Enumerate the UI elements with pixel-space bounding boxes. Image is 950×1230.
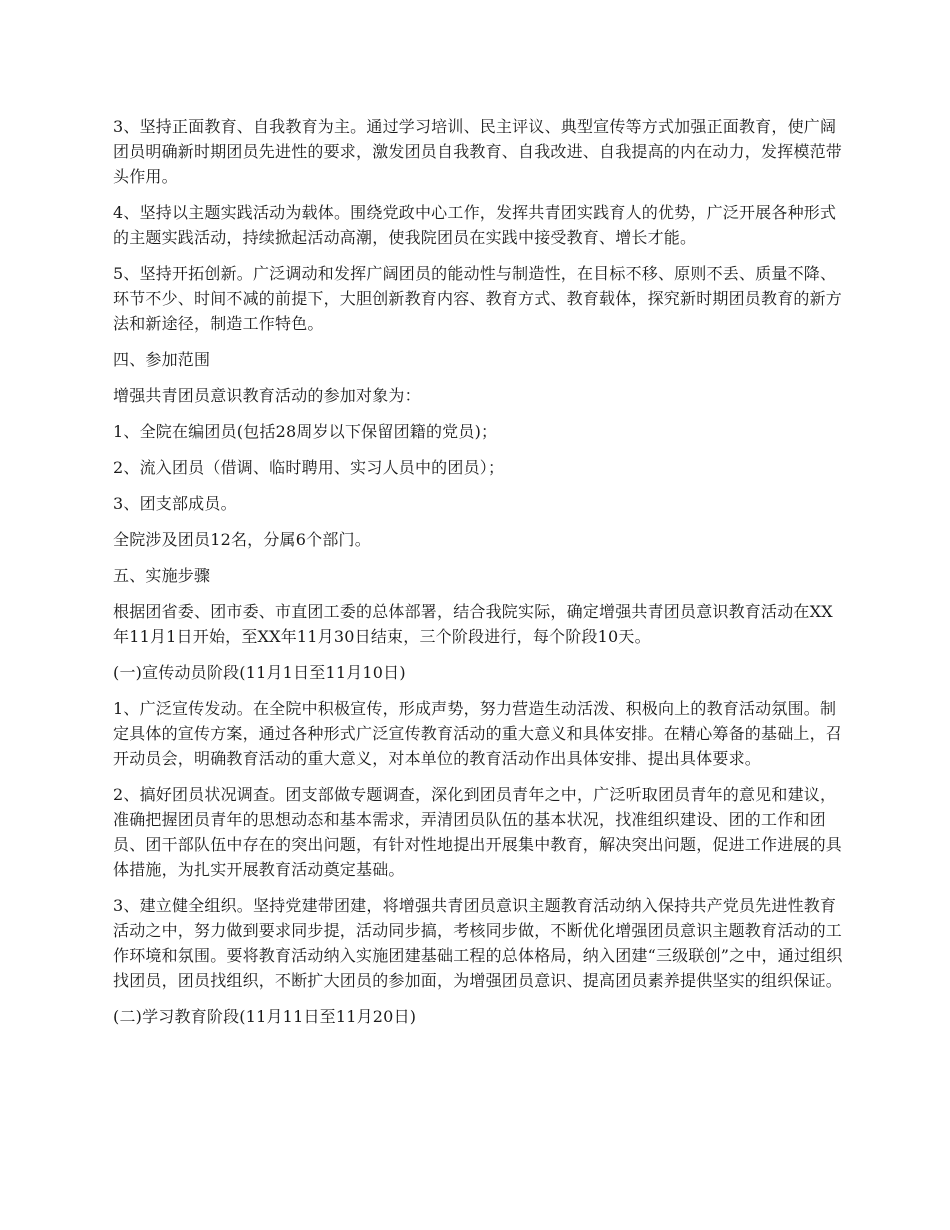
paragraph-phase1-item-3: 3、建立健全组织。坚持党建带团建，将增强共青团员意识主题教育活动纳入保持共产党员先进性教育活动之中，努力做到要求同步提，活动同步搞，考核同步做，不断优化增强团员意识主题教育活动的工作环境和氛围。要将教育活动纳入实施团建基础工程的总体格局，纳入团建“三级联创”之中，通过组织找团员，团员找组织，不断扩大团员的参加面，为增强团员意识、提高团员素养提供坚实的组织保证。 [113, 896, 843, 990]
subheading-phase-1: (一)宣传动员阶段(11月1日至11月10日) [113, 663, 406, 682]
paragraph-phase1-item-1: 1、广泛宣传发动。在全院中积极宣传，形成声势，努力营造生动活泼、积极向上的教育活动氛围。制定具体的宣传方案，通过各种形式广泛宣传教育活动的重大意义和具体安排。在精心筹备的基础上，召开动员会，明确教育活动的重大意义，对本单位的教育活动作出具体安排、提出具体要求。 [113, 699, 843, 768]
list-item-scope-2: 2、流入团员（借调、临时聘用、实习人员中的团员）； [113, 458, 505, 477]
list-item-scope-1: 1、全院在编团员(包括28周岁以下保留团籍的党员)； [113, 422, 498, 441]
paragraph-principle-3: 3、坚持正面教育、自我教育为主。通过学习培训、民主评议、典型宣传等方式加强正面教育，使广阔团员明确新时期团员先进性的要求，激发团员自我教育、自我改进、自我提高的内在动力，发挥模范带头作用。 [113, 117, 843, 186]
document-body [113, 114, 843, 1040]
paragraph-principle-4: 4、坚持以主题实践活动为载体。围绕党政中心工作，发挥共青团实践育人的优势，广泛开展各种形式的主题实践活动，持续掀起活动高潮，使我院团员在实践中接受教育、增长才能。 [113, 203, 837, 247]
section-heading-scope: 四、参加范围 [113, 350, 211, 369]
paragraph-scope-count: 全院涉及团员12名，分属6个部门。 [113, 530, 371, 549]
subheading-phase-2: (二)学习教育阶段(11月11日至11月20日) [113, 1007, 417, 1026]
paragraph-phase1-item-2: 2、搞好团员状况调查。团支部做专题调查，深化到团员青年之中，广泛听取团员青年的意见和建议，准确把握团员青年的思想动态和基本需求，弄清团员队伍的基本状况，找准组织建设、团的工作和团员、团干部队伍中存在的突出问题，有针对性地提出开展集中教育，解决突出问题，促进工作进展的具体措施，为扎实开展教育活动奠定基础。 [113, 785, 843, 879]
paragraph-scope-intro: 增强共青团员意识教育活动的参加对象为： [113, 386, 421, 405]
paragraph-principle-5: 5、坚持开拓创新。广泛调动和发挥广阔团员的能动性与制造性，在目标不移、原则不丢、质量不降、环节不少、时间不减的前提下，大胆创新教育内容、教育方式、教育载体，探究新时期团员教育的新方法和新途径，制造工作特色。 [113, 264, 843, 333]
section-heading-steps: 五、实施步骤 [113, 566, 211, 585]
paragraph-steps-intro: 根据团省委、团市委、市直团工委的总体部署，结合我院实际，确定增强共青团员意识教育活动在XX年11月1日开始，至XX年11月30日结束，三个阶段进行，每个阶段10天。 [113, 602, 833, 646]
list-item-scope-3: 3、团支部成员。 [113, 494, 237, 513]
